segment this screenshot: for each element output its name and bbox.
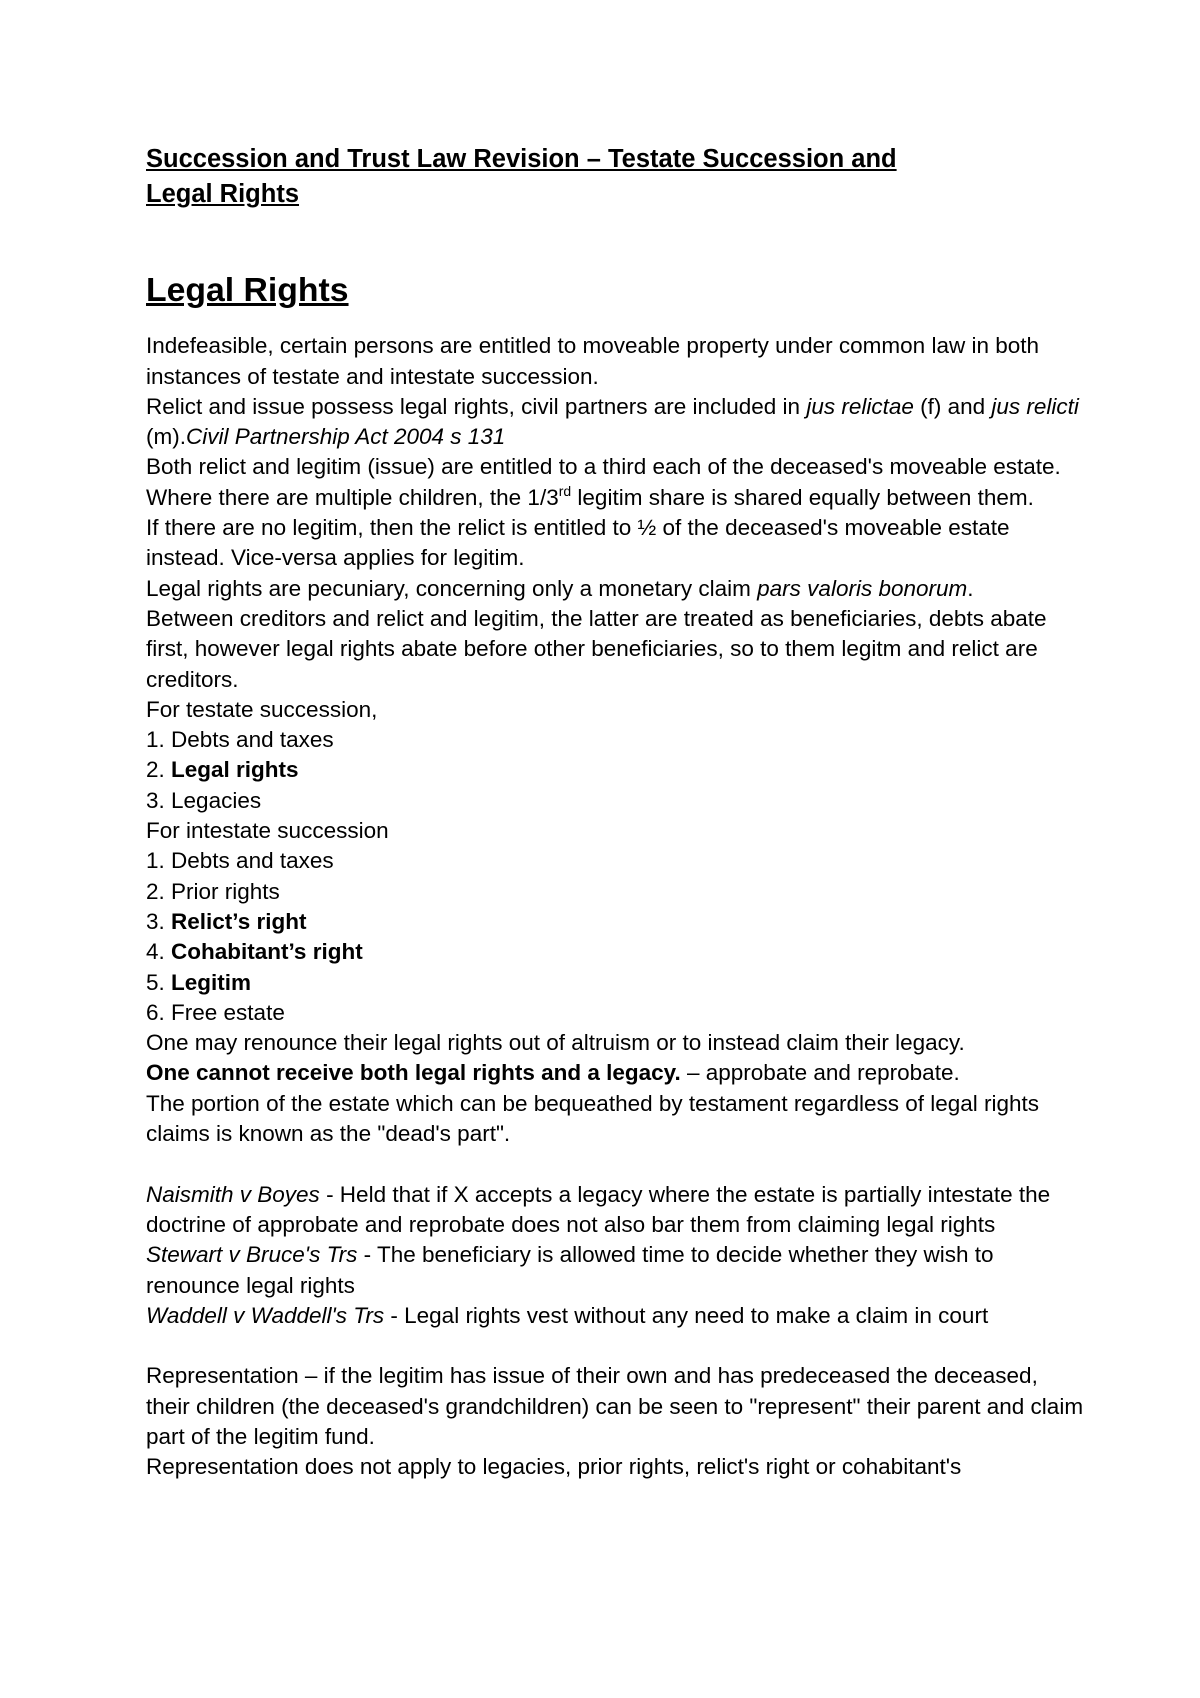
list-item-number: 1. bbox=[146, 848, 172, 874]
intestate-list bbox=[146, 846, 1086, 1028]
title-line-1: Succession and Trust Law Revision – Testate Succession and bbox=[146, 145, 897, 173]
paragraph-relict-issue bbox=[146, 392, 1086, 453]
list-item-text: Free estate bbox=[171, 999, 285, 1025]
statute-citation: Civil Partnership Act 2004 s 131 bbox=[185, 424, 506, 450]
text-run: . bbox=[967, 575, 974, 601]
paragraph-third-each bbox=[146, 452, 1086, 513]
list-item-text: Debts and taxes bbox=[171, 727, 334, 753]
paragraph-renounce: One may renounce their legal rights out of altruism or to instead claim their legacy. bbox=[146, 1030, 965, 1056]
case-name: Stewart v Bruce's Trs bbox=[146, 1242, 358, 1268]
paragraph-no-legitim: If there are no legitim, then the relict is entitled to ½ of the deceased's moveable estate instead. Vice-versa applies for legitim. bbox=[146, 515, 1010, 571]
intestate-list-item bbox=[146, 877, 1086, 907]
case-entry bbox=[146, 1301, 1086, 1331]
list-item-text: Legacies bbox=[171, 787, 262, 813]
text-run-italic: jus relictae bbox=[806, 393, 914, 419]
intestate-list-item bbox=[146, 937, 1086, 967]
title-line-2: Legal Rights bbox=[146, 180, 300, 208]
text-run: (f) and bbox=[913, 393, 992, 419]
list-item-number: 1. bbox=[146, 727, 172, 753]
text-run: legitim share is shared equally between them. bbox=[571, 484, 1034, 510]
case-name: Naismith v Boyes bbox=[146, 1181, 320, 1207]
paragraph-deads-part: The portion of the estate which can be bequeathed by testament regardless of legal rights claims is known as the "dead's part". bbox=[146, 1090, 1040, 1147]
text-run: Legal rights are pecuniary, concerning only a monetary claim bbox=[146, 575, 758, 601]
testate-list-item bbox=[146, 786, 1086, 816]
list-item-text: Prior rights bbox=[171, 878, 280, 904]
text-run: (m). bbox=[146, 424, 186, 450]
list-item-number: 2. bbox=[146, 878, 172, 904]
text-run-italic: pars valoris bonorum bbox=[757, 575, 968, 601]
blank-line bbox=[146, 1331, 1086, 1361]
paragraph-representation: Representation – if the legitim has issue of their own and has predeceased the deceased, their children (the deceased's grandchildren) can be seen to "represent" their parent and claim part of the legitim fund. bbox=[146, 1363, 1084, 1449]
list-item-number: 4. bbox=[146, 939, 172, 965]
intestate-list-item bbox=[146, 998, 1086, 1028]
document-title bbox=[146, 142, 1086, 212]
case-summary: - The beneficiary is allowed time to decide whether they wish to renounce legal rights bbox=[146, 1242, 994, 1298]
case-entry bbox=[146, 1240, 1086, 1301]
case-name: Waddell v Waddell's Trs bbox=[146, 1302, 385, 1328]
list-item-number: 3. bbox=[146, 908, 172, 934]
text-run: Relict and issue possess legal rights, civil partners are included in bbox=[146, 393, 807, 419]
list-item-number: 3. bbox=[146, 787, 172, 813]
cases-list bbox=[146, 1180, 1086, 1331]
testate-list-item bbox=[146, 755, 1086, 785]
intestate-list-item bbox=[146, 968, 1086, 998]
list-item-text: Legitim bbox=[171, 969, 252, 995]
paragraph-pecuniary bbox=[146, 574, 1086, 604]
list-item-text: Relict’s right bbox=[171, 908, 307, 934]
text-run: – approbate and reprobate. bbox=[680, 1060, 960, 1086]
intestate-list-item bbox=[146, 846, 1086, 876]
list-item-number: 5. bbox=[146, 969, 172, 995]
paragraph-indefeasible: Indefeasible, certain persons are entitled to moveable property under common law in both instances of testate and intestate succession. bbox=[146, 333, 1040, 389]
section-heading-legal-rights: Legal Rights bbox=[146, 271, 349, 309]
superscript: rd bbox=[558, 482, 572, 499]
text-run-italic: jus relicti bbox=[991, 393, 1079, 419]
blank-line bbox=[146, 1149, 1086, 1179]
case-entry bbox=[146, 1180, 1086, 1241]
paragraph-approbate bbox=[146, 1058, 1086, 1088]
text-run-bold: One cannot receive both legal rights and a legacy. bbox=[146, 1060, 681, 1086]
list-item-text: Cohabitant’s right bbox=[171, 939, 363, 965]
case-summary: - Legal rights vest without any need to make a claim in court bbox=[384, 1302, 989, 1328]
intestate-list-item bbox=[146, 907, 1086, 937]
list-item-text: Legal rights bbox=[171, 757, 299, 783]
paragraph-representation-scope: Representation does not apply to legacies, prior rights, relict's right or cohabitant's bbox=[146, 1454, 962, 1480]
list-item-number: 2. bbox=[146, 757, 172, 783]
testate-list bbox=[146, 725, 1086, 816]
list-item-number: 6. bbox=[146, 999, 172, 1025]
case-summary: - Held that if X accepts a legacy where the estate is partially intestate the doctrine of approbate and reprobate does not also bar them from claiming legal rights bbox=[146, 1181, 1051, 1237]
list-item-text: Debts and taxes bbox=[171, 848, 334, 874]
testate-intro: For testate succession, bbox=[146, 696, 378, 722]
text-run: Both relict and legitim (issue) are entitled to a third each of the deceased's moveable estate. Where there are multiple children, the 1/3 bbox=[146, 454, 1061, 510]
paragraph-creditors: Between creditors and relict and legitim, the latter are treated as beneficiaries, debts abate first, however legal rights abate before other beneficiaries, so to them legitm and relict are creditors. bbox=[146, 605, 1047, 692]
document-page bbox=[146, 142, 1086, 1483]
intestate-intro: For intestate succession bbox=[146, 818, 389, 844]
testate-list-item bbox=[146, 725, 1086, 755]
